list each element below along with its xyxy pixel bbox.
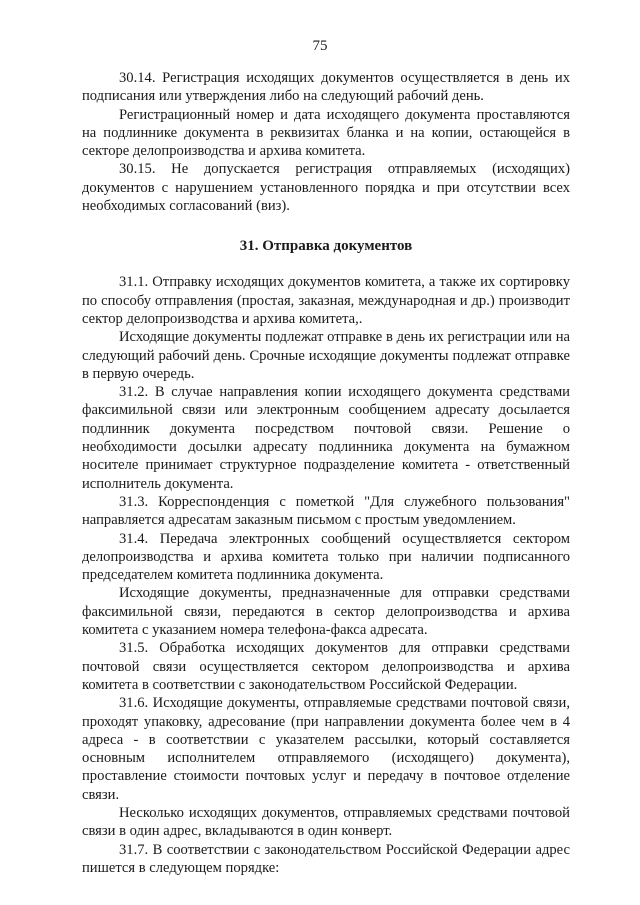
paragraph-31-5: 31.5. Обработка исходящих документов для отправки средствами почтовой связи осуществляется сектором делопроизводства и архива комитета в соответствии с законодательством Российской Федерации. [82, 640, 570, 693]
paragraph-31-4: 31.4. Передача электронных сообщений осуществляется сектором делопроизводства и архива комитета только при наличии подписанного председателем комитета подлинника документа. [82, 530, 570, 584]
page-number: 75 [312, 38, 328, 54]
paragraph-multiple-documents: Несколько исходящих документов, отправляемых средствами почтовой связи в один адрес, вкладываются в один конверт. [82, 804, 570, 840]
paragraph-31-2: 31.2. В случае направления копии исходящего документа средствами факсимильной связи или электронным сообщением адресату досылается подлинник документа посредством почтовой связи. Решение о необходимости досылки адресату подлинника документа на бумажном носителе принимает структурное подразделение комитета - ответственный исполнитель документа. [82, 384, 570, 492]
section-heading: 31. Отправка документов [239, 238, 413, 255]
paragraph-outgoing-sending: Исходящие документы подлежат отправке в день их регистрации или на следующий рабочий день. Срочные исходящие документы подлежат отправке в первую очередь. [82, 329, 570, 382]
document-body [82, 69, 570, 877]
paragraph-30-15: 30.15. Не допускается регистрация отправляемых (исходящих) документов с нарушением установленного порядка и при отсутствии всех необходимых согласований (виз). [82, 161, 570, 215]
paragraph-registration-number: Регистрационный номер и дата исходящего документа проставляются на подлиннике документа в реквизитах бланка и на копии, остающейся в секторе делопроизводства и архива комитета. [82, 106, 570, 160]
paragraph-31-7: 31.7. В соответствии с законодательством Российской Федерации адрес пишется в следующем порядке: [82, 841, 570, 876]
paragraph-30-14: 30.14. Регистрация исходящих документов осуществляется в день их подписания или утверждения либо на следующий рабочий день. [82, 70, 570, 105]
paragraph-31-3: 31.3. Корреспонденция с пометкой "Для служебного пользования" направляется адресатам заказным письмом с простым уведомлением. [82, 493, 570, 529]
paragraph-31-1: 31.1. Отправку исходящих документов комитета, а также их сортировку по способу отправления (простая, заказная, международная и др.) производит сектор делопроизводства и архива комитета,. [82, 274, 570, 327]
paragraph-31-6: 31.6. Исходящие документы, отправляемые средствами почтовой связи, проходят упаковку, адресование (при направлении документа более чем в 4 адреса - в соответствии с указателем рассылки, который составляется основным исполнителем отправляемого (исходящего) документа), проставление стоимости почтовых услуг и передачу в почтовое отделение связи. [82, 695, 570, 803]
paragraph-fax-documents: Исходящие документы, предназначенные для отправки средствами факсимильной связи, передаются в сектор делопроизводства и архива комитета с указанием номера телефона-факса адресата. [82, 585, 570, 639]
